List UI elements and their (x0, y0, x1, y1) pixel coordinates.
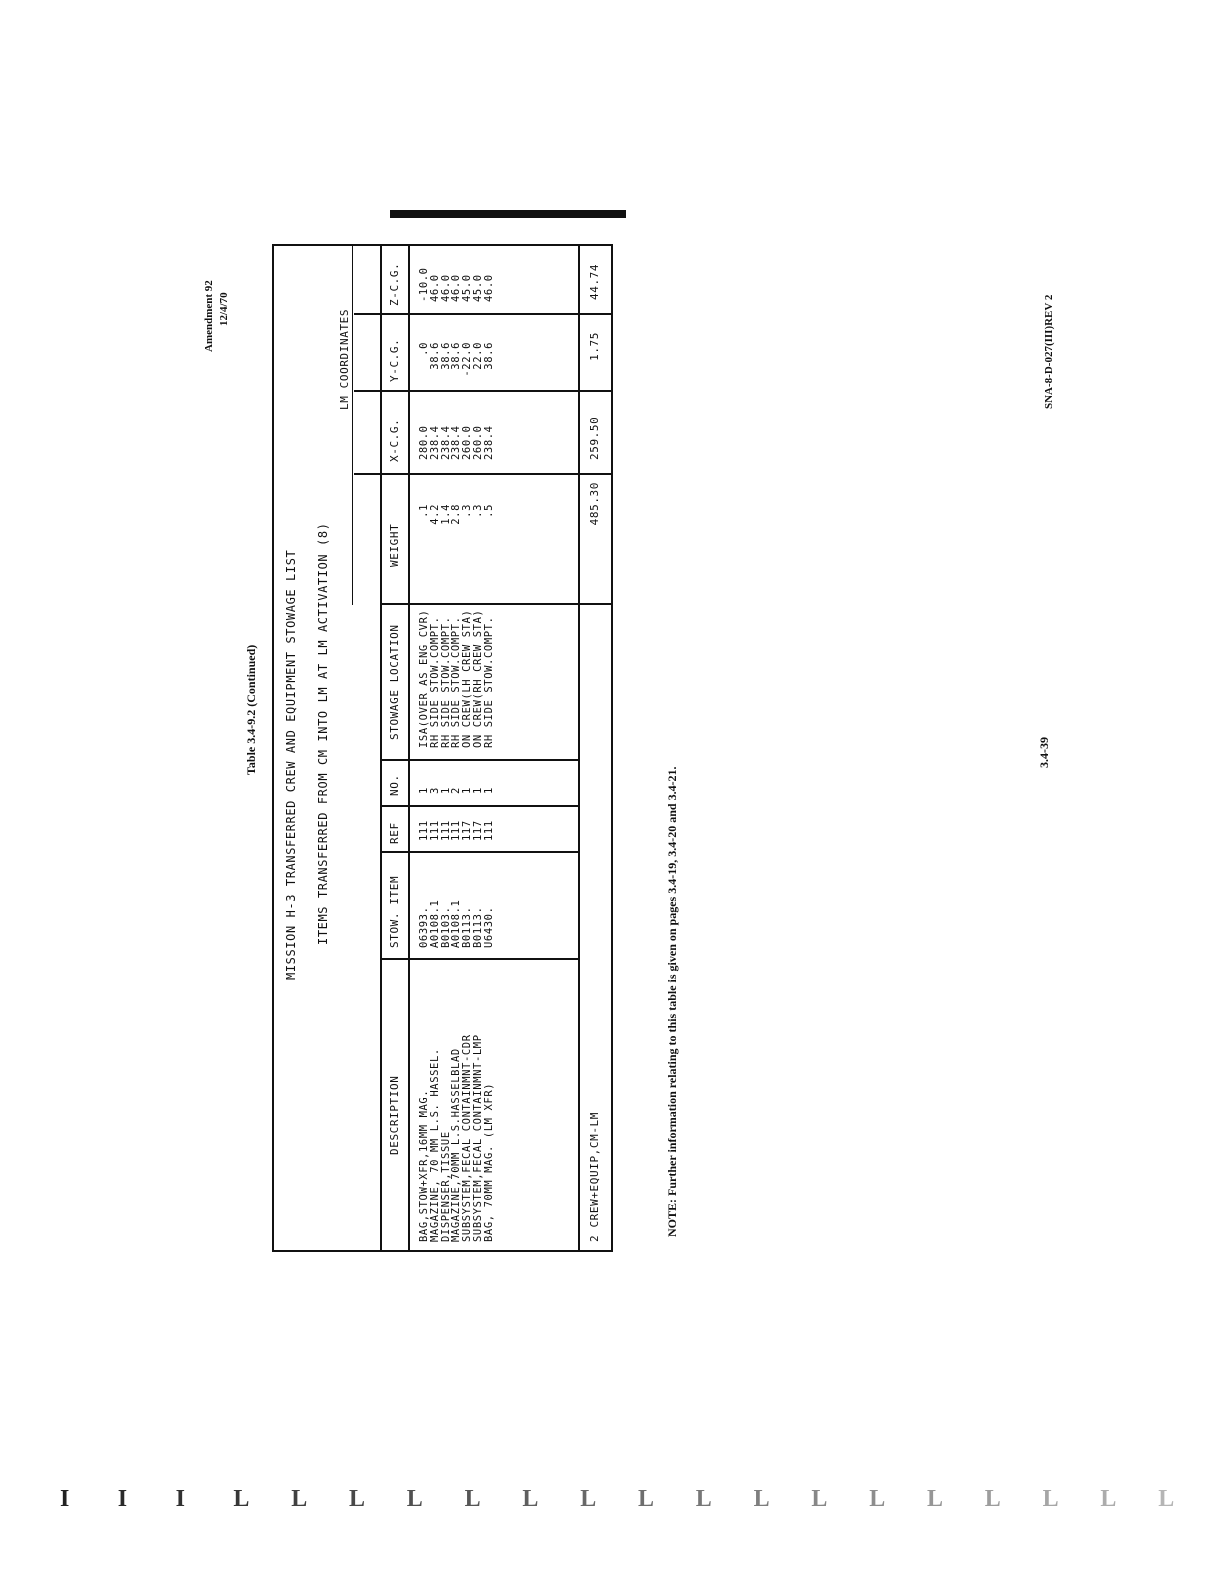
table-cell-y: 38.6 (428, 342, 441, 370)
table-cell-y: 22.0 (472, 342, 484, 370)
table-cell-location: ISA(OVER AS ENG CVR) (418, 609, 430, 748)
edge-marker: L (291, 1486, 308, 1512)
table-cell-x: 280.0 (418, 425, 430, 460)
total-label: 2 CREW+EQUIP,CM-LM (588, 1111, 601, 1242)
table-cell-no: 1 (461, 787, 474, 794)
table-cell-y: 38.6 (439, 342, 452, 370)
col-sep-3 (380, 805, 578, 807)
table-cell-description: MAGAZINE, 70 MM L.S. HASSEL. (428, 1048, 441, 1242)
table-cell-z: 45.0 (461, 274, 474, 302)
table-cell-weight: 2.8 (450, 504, 463, 525)
table-cell-ref: 111 (482, 820, 495, 841)
table-cell-z: 46.0 (439, 274, 452, 302)
table-cell-z: 45.0 (472, 274, 484, 302)
table-cell-location: RH SIDE STOW.COMPT. (482, 616, 495, 748)
table-cell-ref: 111 (439, 820, 452, 841)
table-cell-weight: 4.2 (428, 504, 441, 525)
edge-marker: L (927, 1486, 944, 1512)
document-id: SNA-8-D-027(III)REV 2 (1043, 294, 1055, 409)
table-cell-ref: 117 (461, 820, 474, 841)
table-cell-z: 46.0 (428, 274, 441, 302)
edge-marker: L (1100, 1486, 1117, 1512)
table-cell-x: 260.0 (461, 425, 474, 460)
total-x: 259.50 (588, 416, 601, 460)
edge-marker: L (1042, 1486, 1059, 1512)
table-cell-location: RH SIDE STOW.COMPT. (450, 616, 463, 748)
revision-bar (390, 210, 626, 218)
edge-marker: I (60, 1486, 70, 1512)
table-cell-z: 46.0 (450, 274, 463, 302)
table-cell-description: SUBSYSTEM,FECAL CONTAINMNT-LMP (472, 1034, 484, 1242)
table-cell-y: 38.6 (482, 342, 495, 370)
table-cell-no: 1 (418, 787, 430, 794)
table-cell-weight: .3 (461, 504, 474, 518)
table-title: MISSION H-3 TRANSFERRED CREW AND EQUIPMENT STOWAGE LIST (284, 549, 298, 980)
table-cell-z: 46.0 (482, 274, 495, 302)
table-cell-x: 260.0 (472, 425, 484, 460)
table-cell-stow-item: B0113. (472, 906, 484, 948)
table-cell-location: RH SIDE STOW.COMPT. (428, 616, 441, 748)
table-cell-stow-item: A0108.1 (450, 899, 463, 948)
table-cell-y: -22.0 (461, 342, 474, 377)
edge-marker: L (464, 1486, 481, 1512)
table-cell-x: 238.4 (428, 425, 441, 460)
edge-marker: L (811, 1486, 828, 1512)
col-header-weight: WEIGHT (388, 523, 401, 567)
col-header-no: NO. (388, 774, 401, 796)
table-cell-stow-item: 06393. (418, 906, 430, 948)
col-sep-4 (380, 759, 578, 761)
table-subtitle: ITEMS TRANSFERRED FROM CM INTO LM AT LM ACTIVATION (8) (316, 522, 330, 945)
table-cell-x: 238.4 (482, 425, 495, 460)
table-cell-z: -10.0 (418, 267, 430, 302)
table-cell-x: 238.4 (450, 425, 463, 460)
table-cell-weight: .5 (482, 504, 495, 518)
table-cell-y: .0 (418, 342, 430, 356)
table-cell-ref: 117 (472, 820, 484, 841)
header-rule (380, 246, 382, 1250)
table-cell-stow-item: B0103. (439, 906, 452, 948)
table-cell-ref: 111 (418, 820, 430, 841)
col-sep-1 (380, 958, 578, 960)
edge-marker: L (580, 1486, 597, 1512)
edge-marker: L (522, 1486, 539, 1512)
table-cell-y: 38.6 (450, 342, 463, 370)
edge-marker: L (406, 1486, 423, 1512)
total-z: 44.74 (588, 263, 601, 300)
col-sep-5 (380, 603, 612, 605)
stowage-table (272, 244, 613, 1252)
table-cell-weight: .3 (472, 504, 484, 518)
column-header-rule (408, 246, 410, 1250)
col-header-stow-item: STOW. ITEM (388, 875, 401, 948)
table-cell-description: MAGAZINE,70MM L.S.HASSELBLAD (450, 1048, 463, 1242)
table-cell-weight: .1 (418, 504, 430, 518)
col-sep-8 (354, 313, 612, 315)
total-y: 1.75 (588, 332, 601, 361)
edge-marker-strip (60, 1486, 1175, 1512)
table-cell-no: 1 (482, 787, 495, 794)
table-cell-no: 3 (428, 787, 441, 794)
total-weight: 485.30 (588, 482, 601, 526)
table-cell-ref: 111 (450, 820, 463, 841)
col-sep-6 (354, 473, 612, 475)
table-cell-x: 238.4 (439, 425, 452, 460)
table-caption: Table 3.4-9.2 (Continued) (244, 644, 258, 775)
lm-coordinates-header: LM COORDINATES (338, 308, 351, 410)
table-cell-no: 1 (472, 787, 484, 794)
edge-marker: L (233, 1486, 250, 1512)
table-cell-stow-item: B0113. (461, 906, 474, 948)
total-rule (578, 246, 580, 1250)
table-cell-weight: 1.4 (439, 504, 452, 525)
edge-marker: L (869, 1486, 886, 1512)
col-header-x: X-C.G. (388, 418, 401, 462)
col-sep-2 (380, 851, 578, 853)
amendment-date: 12/4/70 (218, 292, 230, 326)
table-note: NOTE: Further information relating to this table is given on pages 3.4-19, 3.4-20 and 3.4-21. (665, 766, 679, 1237)
table-cell-description: SUBSYSTEM,FECAL CONTAINMNT-CDR (461, 1034, 474, 1242)
col-header-y: Y-C.G. (388, 338, 401, 382)
col-header-ref: REF (388, 822, 401, 844)
table-cell-location: ON CREW(RH CREW STA) (472, 609, 484, 748)
edge-marker: L (753, 1486, 770, 1512)
table-cell-stow-item: U6430. (482, 906, 495, 948)
table-cell-description: BAG, 70MM MAG. (LM XFR) (482, 1082, 495, 1242)
table-cell-ref: 111 (428, 820, 441, 841)
table-cell-description: BAG,STOW+XFR,16MM MAG. (418, 1089, 430, 1242)
col-sep-7 (354, 390, 612, 392)
edge-marker: I (117, 1486, 128, 1512)
table-cell-no: 1 (439, 787, 452, 794)
table-cell-no: 2 (450, 787, 463, 794)
edge-marker: L (984, 1486, 1001, 1512)
table-cell-description: DISPENSER,TISSUE (439, 1131, 452, 1242)
edge-marker: L (1158, 1486, 1175, 1512)
page-number: 3.4-39 (1037, 737, 1051, 768)
table-cell-stow-item: A0108.1 (428, 899, 441, 948)
col-header-z: Z-C.G. (388, 262, 401, 306)
edge-marker: I (175, 1486, 185, 1512)
col-header-location: STOWAGE LOCATION (388, 624, 401, 740)
table-cell-location: ON CREW(LH CREW STA) (461, 609, 474, 748)
col-header-description: DESCRIPTION (388, 1075, 401, 1155)
lm-coord-rule (352, 245, 353, 605)
amendment-label: Amendment 92 (203, 280, 215, 352)
edge-marker: L (349, 1486, 366, 1512)
edge-marker: L (695, 1486, 712, 1512)
table-cell-location: RH SIDE STOW.COMPT. (439, 616, 452, 748)
edge-marker: L (638, 1486, 655, 1512)
